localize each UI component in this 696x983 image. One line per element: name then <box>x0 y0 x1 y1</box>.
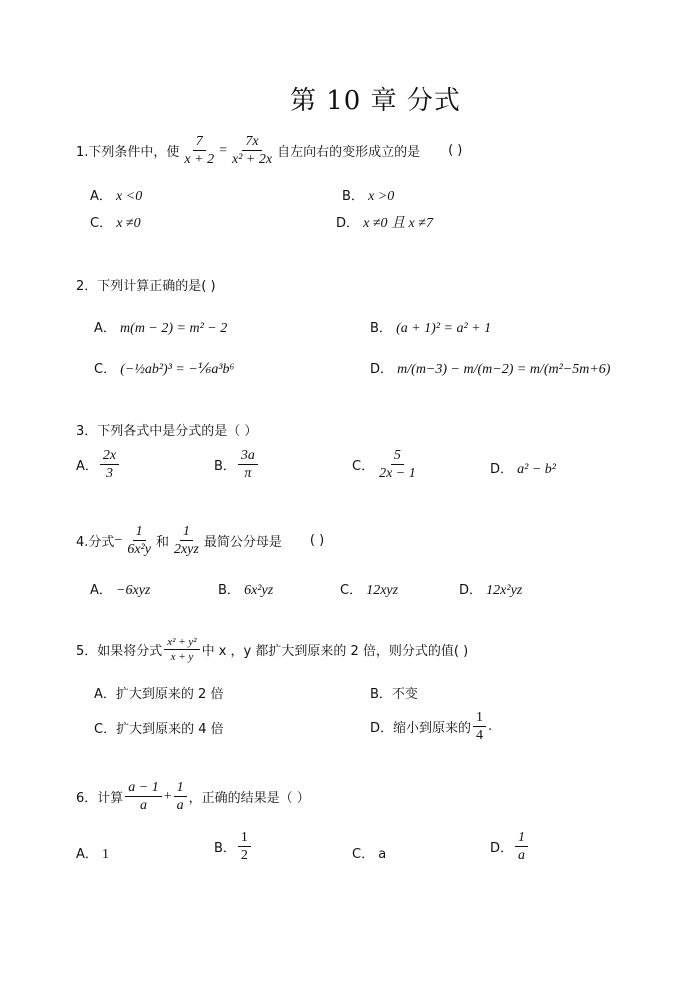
frac-den: 4 <box>476 728 484 744</box>
q4-option-a[interactable] <box>90 579 150 599</box>
q1-option-c[interactable] <box>90 212 141 232</box>
frac-num: 1 <box>238 830 251 847</box>
option-label: B． <box>214 841 236 857</box>
option-label: D． <box>336 216 360 231</box>
q4-suffix: 最简公分母是 <box>203 535 282 551</box>
q5-option-c[interactable] <box>94 718 224 737</box>
q5-prefix: 5．如果将分式 <box>76 644 163 660</box>
q6-suffix: ，正确的结果是（ ） <box>188 791 310 807</box>
option-text: −6xyz <box>116 583 151 598</box>
option-label: D． <box>459 583 483 598</box>
q1-suffix: 自左向右的变形成立的是 <box>277 145 421 161</box>
option-label: B． <box>370 687 392 702</box>
q3-option-d[interactable] <box>490 458 556 478</box>
option-text: m(m − 2) = m² − 2 <box>120 321 228 336</box>
page-title: 第 10 章 分式 <box>290 86 461 116</box>
q6-frac2-den: a <box>176 798 184 814</box>
frac-num: 1 <box>515 830 528 847</box>
q6-frac1-num: a − 1 <box>125 780 161 797</box>
q4-option-c[interactable] <box>340 579 398 599</box>
q1-fraction-right <box>229 134 275 168</box>
option-text: a <box>378 847 387 862</box>
q1-fraction-left <box>181 134 217 168</box>
q4-option-d[interactable] <box>459 579 522 599</box>
option-text: x ≠0 <box>116 216 141 231</box>
frac-den: 2 <box>240 848 248 864</box>
q1-option-a[interactable] <box>90 185 142 205</box>
option-label: A． <box>94 321 116 336</box>
option-label: C． <box>94 362 117 377</box>
q1-frac2-den: x² + 2x <box>231 152 273 168</box>
q6-plus: + <box>163 788 172 804</box>
question-3-stem: 3．下列各式中是分式的是（ ） <box>76 424 258 439</box>
question-1-stem <box>76 134 462 168</box>
frac-num: 3a <box>238 448 258 465</box>
frac-num: 1 <box>473 710 486 727</box>
q1-option-b[interactable] <box>342 185 394 205</box>
q1-equals: = <box>219 142 227 158</box>
q5-option-d[interactable] <box>370 710 492 744</box>
frac-den: 3 <box>106 466 114 482</box>
q5-option-a[interactable] <box>94 683 223 702</box>
option-text: 扩大到原来的 4 倍 <box>116 722 224 737</box>
frac-den: 2x − 1 <box>379 466 416 482</box>
q6-option-a[interactable] <box>76 843 109 863</box>
option-label: C． <box>352 459 375 475</box>
frac-den: a <box>518 848 526 864</box>
option-label: D． <box>490 841 514 857</box>
option-label: A． <box>90 583 112 598</box>
option-label: B． <box>370 321 392 336</box>
option-text: x ≠0 且 x ≠7 <box>363 216 433 231</box>
option-text: 扩大到原来的 2 倍 <box>115 687 224 702</box>
question-6-stem <box>76 780 310 814</box>
option-label: A． <box>76 459 98 475</box>
frac-num: 2x <box>100 448 119 465</box>
option-text: a² − b² <box>517 462 556 477</box>
option-text: 缩小到原来的 <box>393 721 472 737</box>
q4-answer-paren: ( ) <box>309 533 325 549</box>
q1-prefix: 1.下列条件中，使 <box>76 145 180 161</box>
question-5-stem <box>76 636 468 663</box>
frac-num: 5 <box>391 448 404 465</box>
q2-option-d[interactable] <box>370 358 610 378</box>
option-text: 12xyz <box>366 583 399 598</box>
q2-option-a[interactable] <box>94 317 227 337</box>
option-label: A． <box>76 847 98 862</box>
option-text: x >0 <box>368 189 395 204</box>
q1-frac2-num: 7x <box>242 134 261 151</box>
option-text: 1 <box>102 847 110 862</box>
option-tail: . <box>488 719 493 735</box>
option-text: m/(m−3) − m/(m−2) = m/(m²−5m+6) <box>397 362 611 377</box>
option-text: 12x²yz <box>486 583 523 598</box>
q4-frac1-den: 6x²y <box>127 542 151 558</box>
q2-option-c[interactable] <box>94 358 234 378</box>
option-text: 6x²yz <box>244 583 274 598</box>
q6-option-b[interactable] <box>214 830 253 864</box>
question-2-stem: 2．下列计算正确的是( ) <box>76 279 216 294</box>
option-label: A． <box>90 189 112 204</box>
option-label: C． <box>94 722 117 737</box>
q5-frac-num: x² + y² <box>164 636 199 650</box>
q6-frac1-den: a <box>140 798 147 814</box>
option-label: B． <box>342 189 364 204</box>
option-text: (−½ab²)³ = −⅙a³b⁶ <box>120 362 235 377</box>
option-label: D． <box>370 362 394 377</box>
q2-option-b[interactable] <box>370 317 491 337</box>
q1-frac1-num: 7 <box>193 134 206 151</box>
q6-option-c[interactable] <box>352 843 386 862</box>
option-text: (a + 1)² = a² + 1 <box>396 321 492 336</box>
option-label: D． <box>370 721 394 737</box>
q5-option-b[interactable] <box>370 683 418 702</box>
option-label: B． <box>214 459 236 475</box>
option-text: 不变 <box>391 687 418 702</box>
option-label: B． <box>218 583 240 598</box>
q3-option-b[interactable] <box>214 448 260 482</box>
option-label: D． <box>490 462 514 477</box>
option-label: C． <box>340 583 363 598</box>
q5-suffix: 中 x ，y 都扩大到原来的 2 倍，则分式的值( ) <box>201 644 469 660</box>
question-4-stem: 4.分式 − $\frac{1}{\text{6x²y}}$ 和 $\frac{1}{\text{2xyz}}$ 最简公分母是 ( ) <box>76 524 325 558</box>
q4-and: 和 <box>155 535 169 551</box>
q3-option-c[interactable] <box>352 448 421 482</box>
option-label: C． <box>90 216 113 231</box>
frac-den: π <box>244 466 252 482</box>
q6-frac2-num: 1 <box>174 780 187 797</box>
q6-option-d[interactable] <box>490 830 530 864</box>
q5-frac-den: x + y <box>170 651 194 664</box>
q4-frac2-den: 2xyz <box>173 542 199 558</box>
option-text: x <0 <box>116 189 143 204</box>
q1-answer-paren: ( ) <box>448 143 463 159</box>
q1-frac1-den: x + 2 <box>184 152 215 168</box>
q4-frac1-num: 1 <box>133 524 146 541</box>
option-label: A． <box>94 687 116 702</box>
q1-option-d[interactable] <box>336 212 433 232</box>
q4-frac2-num: 1 <box>180 524 193 541</box>
q4-prefix: 4.分式 <box>76 535 115 551</box>
q4-option-b[interactable] <box>218 579 273 599</box>
q6-prefix: 6．计算 <box>76 791 124 807</box>
option-label: C． <box>352 847 375 862</box>
q3-option-a[interactable] <box>76 448 121 482</box>
